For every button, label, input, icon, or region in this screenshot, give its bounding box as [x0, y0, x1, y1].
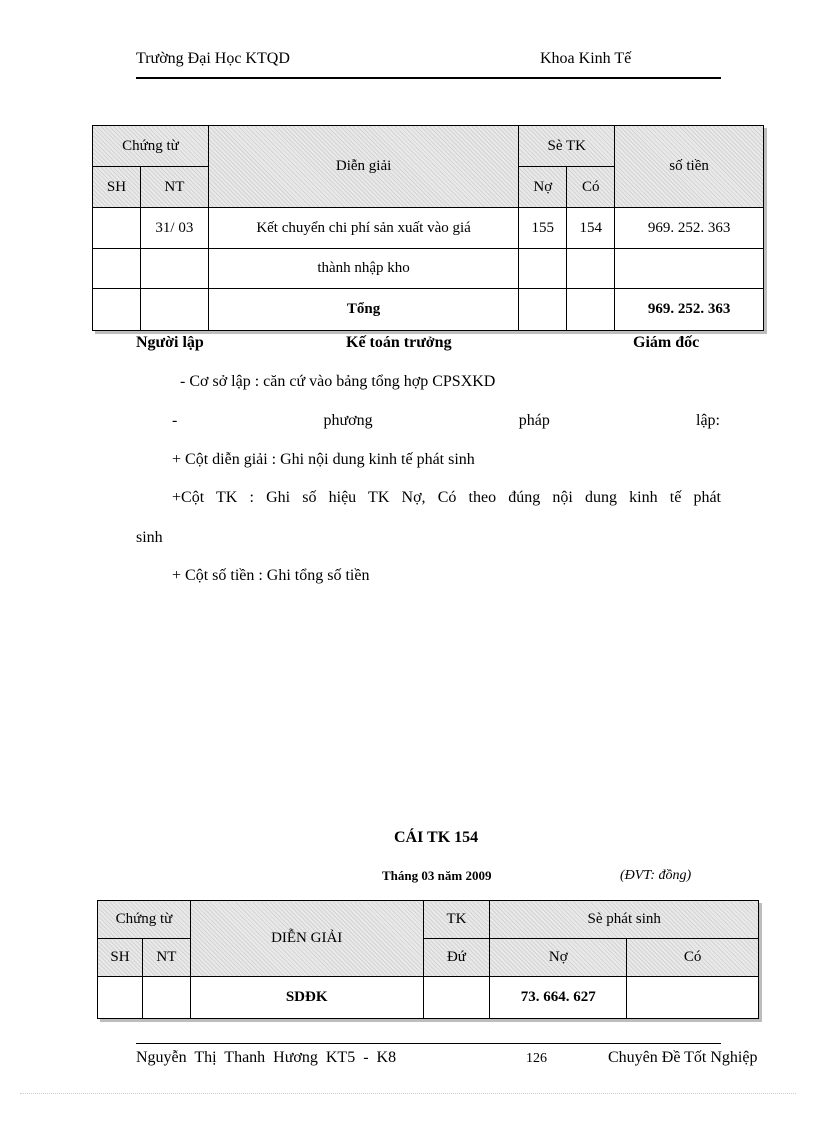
head-nt: NT — [140, 167, 208, 208]
sig-chief-accountant: Kế toán trưởng — [346, 334, 452, 351]
header-divider — [136, 77, 721, 79]
ledger-unit: (ĐVT: đồng) — [620, 868, 692, 883]
note-method-w1: phương — [323, 412, 373, 429]
cell-no: 155 — [519, 208, 567, 249]
page-number: 126 — [526, 1051, 547, 1066]
ledger-head-sh: SH — [98, 939, 143, 977]
ledger-head-dien-giai: DIỄN GIẢI — [190, 901, 423, 977]
header-school: Trường Đại Học KTQD — [136, 50, 290, 67]
ledger-head-chung-tu: Chứng từ — [98, 901, 191, 939]
cell-sh — [93, 208, 141, 249]
ledger-head-nt: NT — [142, 939, 190, 977]
voucher-table — [92, 125, 764, 331]
total-row — [93, 289, 764, 331]
note-tk-column: +Cột TK : Ghi số hiệu TK Nợ, Có theo đúng nội dung kinh tế phát — [172, 489, 721, 506]
table-row — [98, 977, 759, 1019]
ledger-cell-desc: SDĐK — [190, 977, 423, 1019]
cell-nt: 31/ 03 — [140, 208, 208, 249]
note-method-w3: lập: — [696, 412, 720, 429]
ledger-head-no: Nợ — [490, 939, 627, 977]
note-desc-column: + Cột diễn giải : Ghi nội dung kinh tế phát sinh — [172, 451, 475, 468]
cell-co: 154 — [567, 208, 615, 249]
head-dien-giai: Diễn giải — [208, 126, 518, 208]
ledger-head-tk: TK — [423, 901, 490, 939]
cell-desc-cont: thành nhập kho — [208, 249, 518, 289]
ledger-head-phat-sinh: Sè phát sinh — [490, 901, 759, 939]
cell-desc: Kết chuyển chi phí sản xuất vào giá — [208, 208, 518, 249]
ledger-head-du: Đứ — [423, 939, 490, 977]
note-method-dash: - — [172, 412, 178, 429]
ledger-cell-co — [627, 977, 759, 1019]
sig-preparer: Người lập — [136, 334, 204, 351]
head-no: Nợ — [519, 167, 567, 208]
page-bottom-rule — [20, 1093, 796, 1094]
note-basis: - Cơ sở lập : căn cứ vào bảng tổng hợp CPSXKD — [180, 373, 496, 390]
ledger-head-co: Có — [627, 939, 759, 977]
head-so-tk: Sè TK — [519, 126, 615, 167]
sig-director: Giám đốc — [633, 334, 700, 351]
note-tk-column-cont: sinh — [136, 529, 163, 546]
table-row — [93, 208, 764, 249]
ledger-table — [97, 900, 759, 1019]
head-sh: SH — [93, 167, 141, 208]
note-method-w2: pháp — [518, 412, 550, 429]
table-row — [93, 249, 764, 289]
ledger-title: CÁI TK 154 — [394, 829, 479, 846]
head-chung-tu: Chứng từ — [93, 126, 209, 167]
head-co: Có — [567, 167, 615, 208]
footer-author: Nguyễn Thị Thanh Hương KT5 - K8 — [136, 1049, 397, 1066]
head-so-tien: số tiền — [615, 126, 764, 208]
ledger-period: Tháng 03 năm 2009 — [382, 868, 492, 883]
footer-doc-type: Chuyên Đề Tốt Nghiệp — [608, 1049, 758, 1066]
footer-divider — [136, 1043, 721, 1044]
total-amount: 969. 252. 363 — [615, 289, 764, 331]
note-method — [172, 412, 720, 430]
cell-amount: 969. 252. 363 — [615, 208, 764, 249]
ledger-cell-no: 73. 664. 627 — [490, 977, 627, 1019]
header-faculty: Khoa Kinh Tế — [540, 50, 632, 67]
total-label: Tổng — [208, 289, 518, 331]
note-amount-column: + Cột số tiền : Ghi tổng số tiền — [172, 567, 370, 584]
